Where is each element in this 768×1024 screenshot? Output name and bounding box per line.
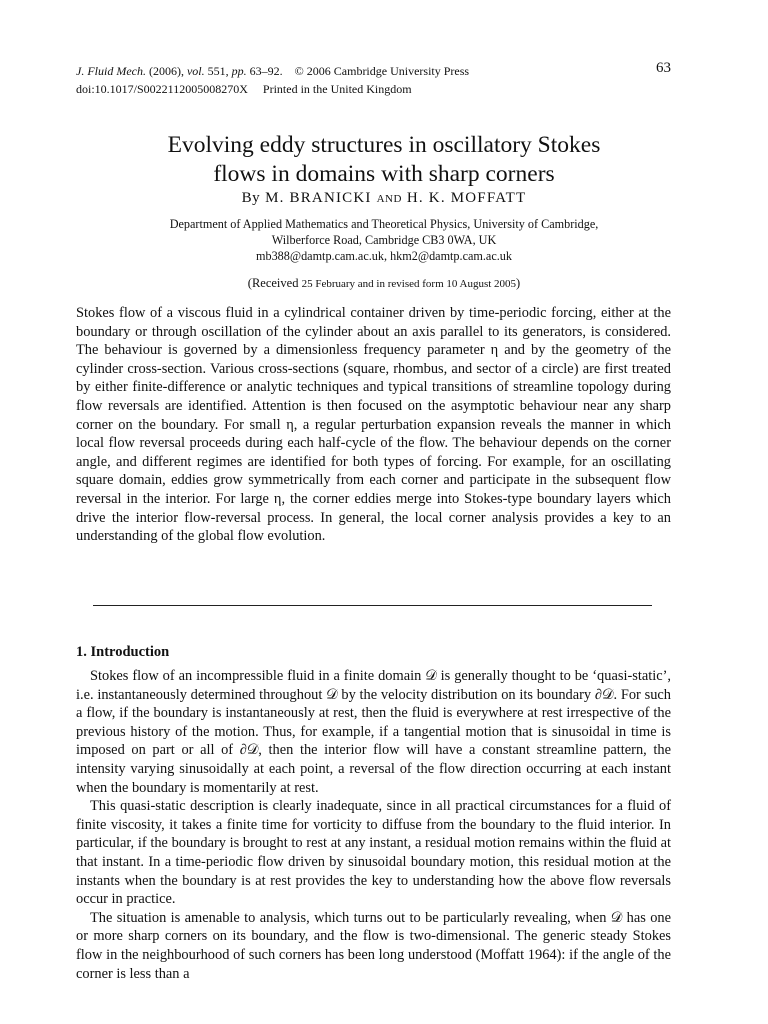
section-divider [93, 605, 652, 606]
received-open: (Received [247, 276, 299, 290]
volume-label: vol. [186, 64, 205, 78]
by-label: By [241, 190, 261, 206]
section-body [76, 667, 671, 983]
citation-line [76, 62, 676, 80]
doi: doi:10.1017/S0022112005008270X [76, 82, 248, 96]
abstract: Stokes flow of a viscous fluid in a cylindrical container driven by time-periodic forcing, either at the boundary or through oscillation of the cylinder about an axis parallel to its generators, is considered. The behaviour is governed by a dimensionless frequency parameter η and by the geometry of the cylinder cross-section. Various cross-sections (square, rhombus, and sector of a circle) are first treated by either finite-difference or analytic techniques and typical transitions of streamline topology during flow reversals are identified. Attention is then focused on the asymptotic behaviour near any sharp corner on the boundary. For small η, a regular perturbation expansion reveals the manner in which local flow reversal proceeds during each half-cycle of the flow. The behaviour depends on the corner angle, and different regimes are identified for both types of forcing. For example, for an oscillating square domain, eddies grow symmetrically from each corner and participate in the subsequent flow reversal in the interior. For large η, the corner eddies merge into Stokes-type boundary layers which drive the interior flow-reversal process. In general, the local corner analysis provides a key to an understanding of the global flow evolution. [76, 305, 671, 545]
paper-title [60, 131, 708, 189]
paragraph: The situation is amenable to analysis, which turns out to be particularly revealing, when 𝒟 has one or more sharp corners on its boundary, and the flow is two-dimensional. The generic steady Stokes flow in the neighbourhood of such corners has been long understood (Moffatt 1964): if the angle of the corner is less than a [76, 909, 671, 982]
journal-year: (2006), [148, 64, 184, 78]
journal-name: J. Fluid Mech. [76, 64, 146, 78]
received-close: ) [516, 276, 521, 290]
copyright-notice: © 2006 Cambridge University Press [294, 64, 470, 78]
email-line: mb388@damtp.cam.ac.uk, hkm2@damtp.cam.ac.uk [256, 249, 512, 263]
paragraph: This quasi-static description is clearly inadequate, since in all practical circumstances for a fluid of finite viscosity, it takes a finite time for vorticity to diffuse from the boundary to the fluid interior. In particular, if the boundary is brought to rest at any instant, a residual motion remains within the fluid at that instant. In a time-periodic flow driven by sinusoidal boundary motion, this residual motion at the instants when the boundary is at rest provides the key to understanding how the above flow reversals occur in practice. [76, 798, 671, 908]
printed-notice: Printed in the United Kingdom [262, 82, 412, 96]
page-range: 63–92. [249, 64, 283, 78]
doi-line [76, 80, 676, 98]
received-date-text: 25 February and in revised form 10 August 2005 [301, 278, 517, 290]
received-dates [60, 276, 708, 291]
affiliation-line: Department of Applied Mathematics and Theoretical Physics, University of Cambridge, [169, 217, 599, 231]
and-label: AND [376, 193, 402, 205]
pages-label: pp. [231, 64, 247, 78]
affiliation-line: Wilberforce Road, Cambridge CB3 0WA, UK [271, 233, 497, 247]
affiliation [60, 216, 708, 264]
page-number: 63 [656, 60, 671, 76]
author-line [60, 190, 708, 207]
paragraph: Stokes flow of an incompressible fluid in a finite domain 𝒟 is generally thought to be ‘quasi-static’, i.e. instantaneously determined throughout 𝒟 by the velocity distribution on its boundary ∂𝒟. For such a flow, if the boundary is instantaneously at rest, then the fluid is everywhere at rest irrespective of the previous history of the motion. Thus, for example, if a tangential motion that is sinusoidal in time is imposed on part or all of ∂𝒟, then the interior flow will have a constant streamline pattern, the intensity varying sinusoidally at each point, a reversal of the flow direction occurring at each instant when the boundary is momentarily at rest. [76, 668, 671, 796]
volume-number: 551, [207, 64, 229, 78]
title-line: Evolving eddy structures in oscillatory Stokes [167, 131, 601, 158]
author-name: M. BRANICKI [265, 190, 372, 206]
author-name: H. K. MOFFATT [406, 190, 527, 206]
journal-header [76, 62, 676, 98]
section-heading: 1. Introduction [76, 644, 170, 660]
title-line: flows in domains with sharp corners [213, 160, 555, 187]
